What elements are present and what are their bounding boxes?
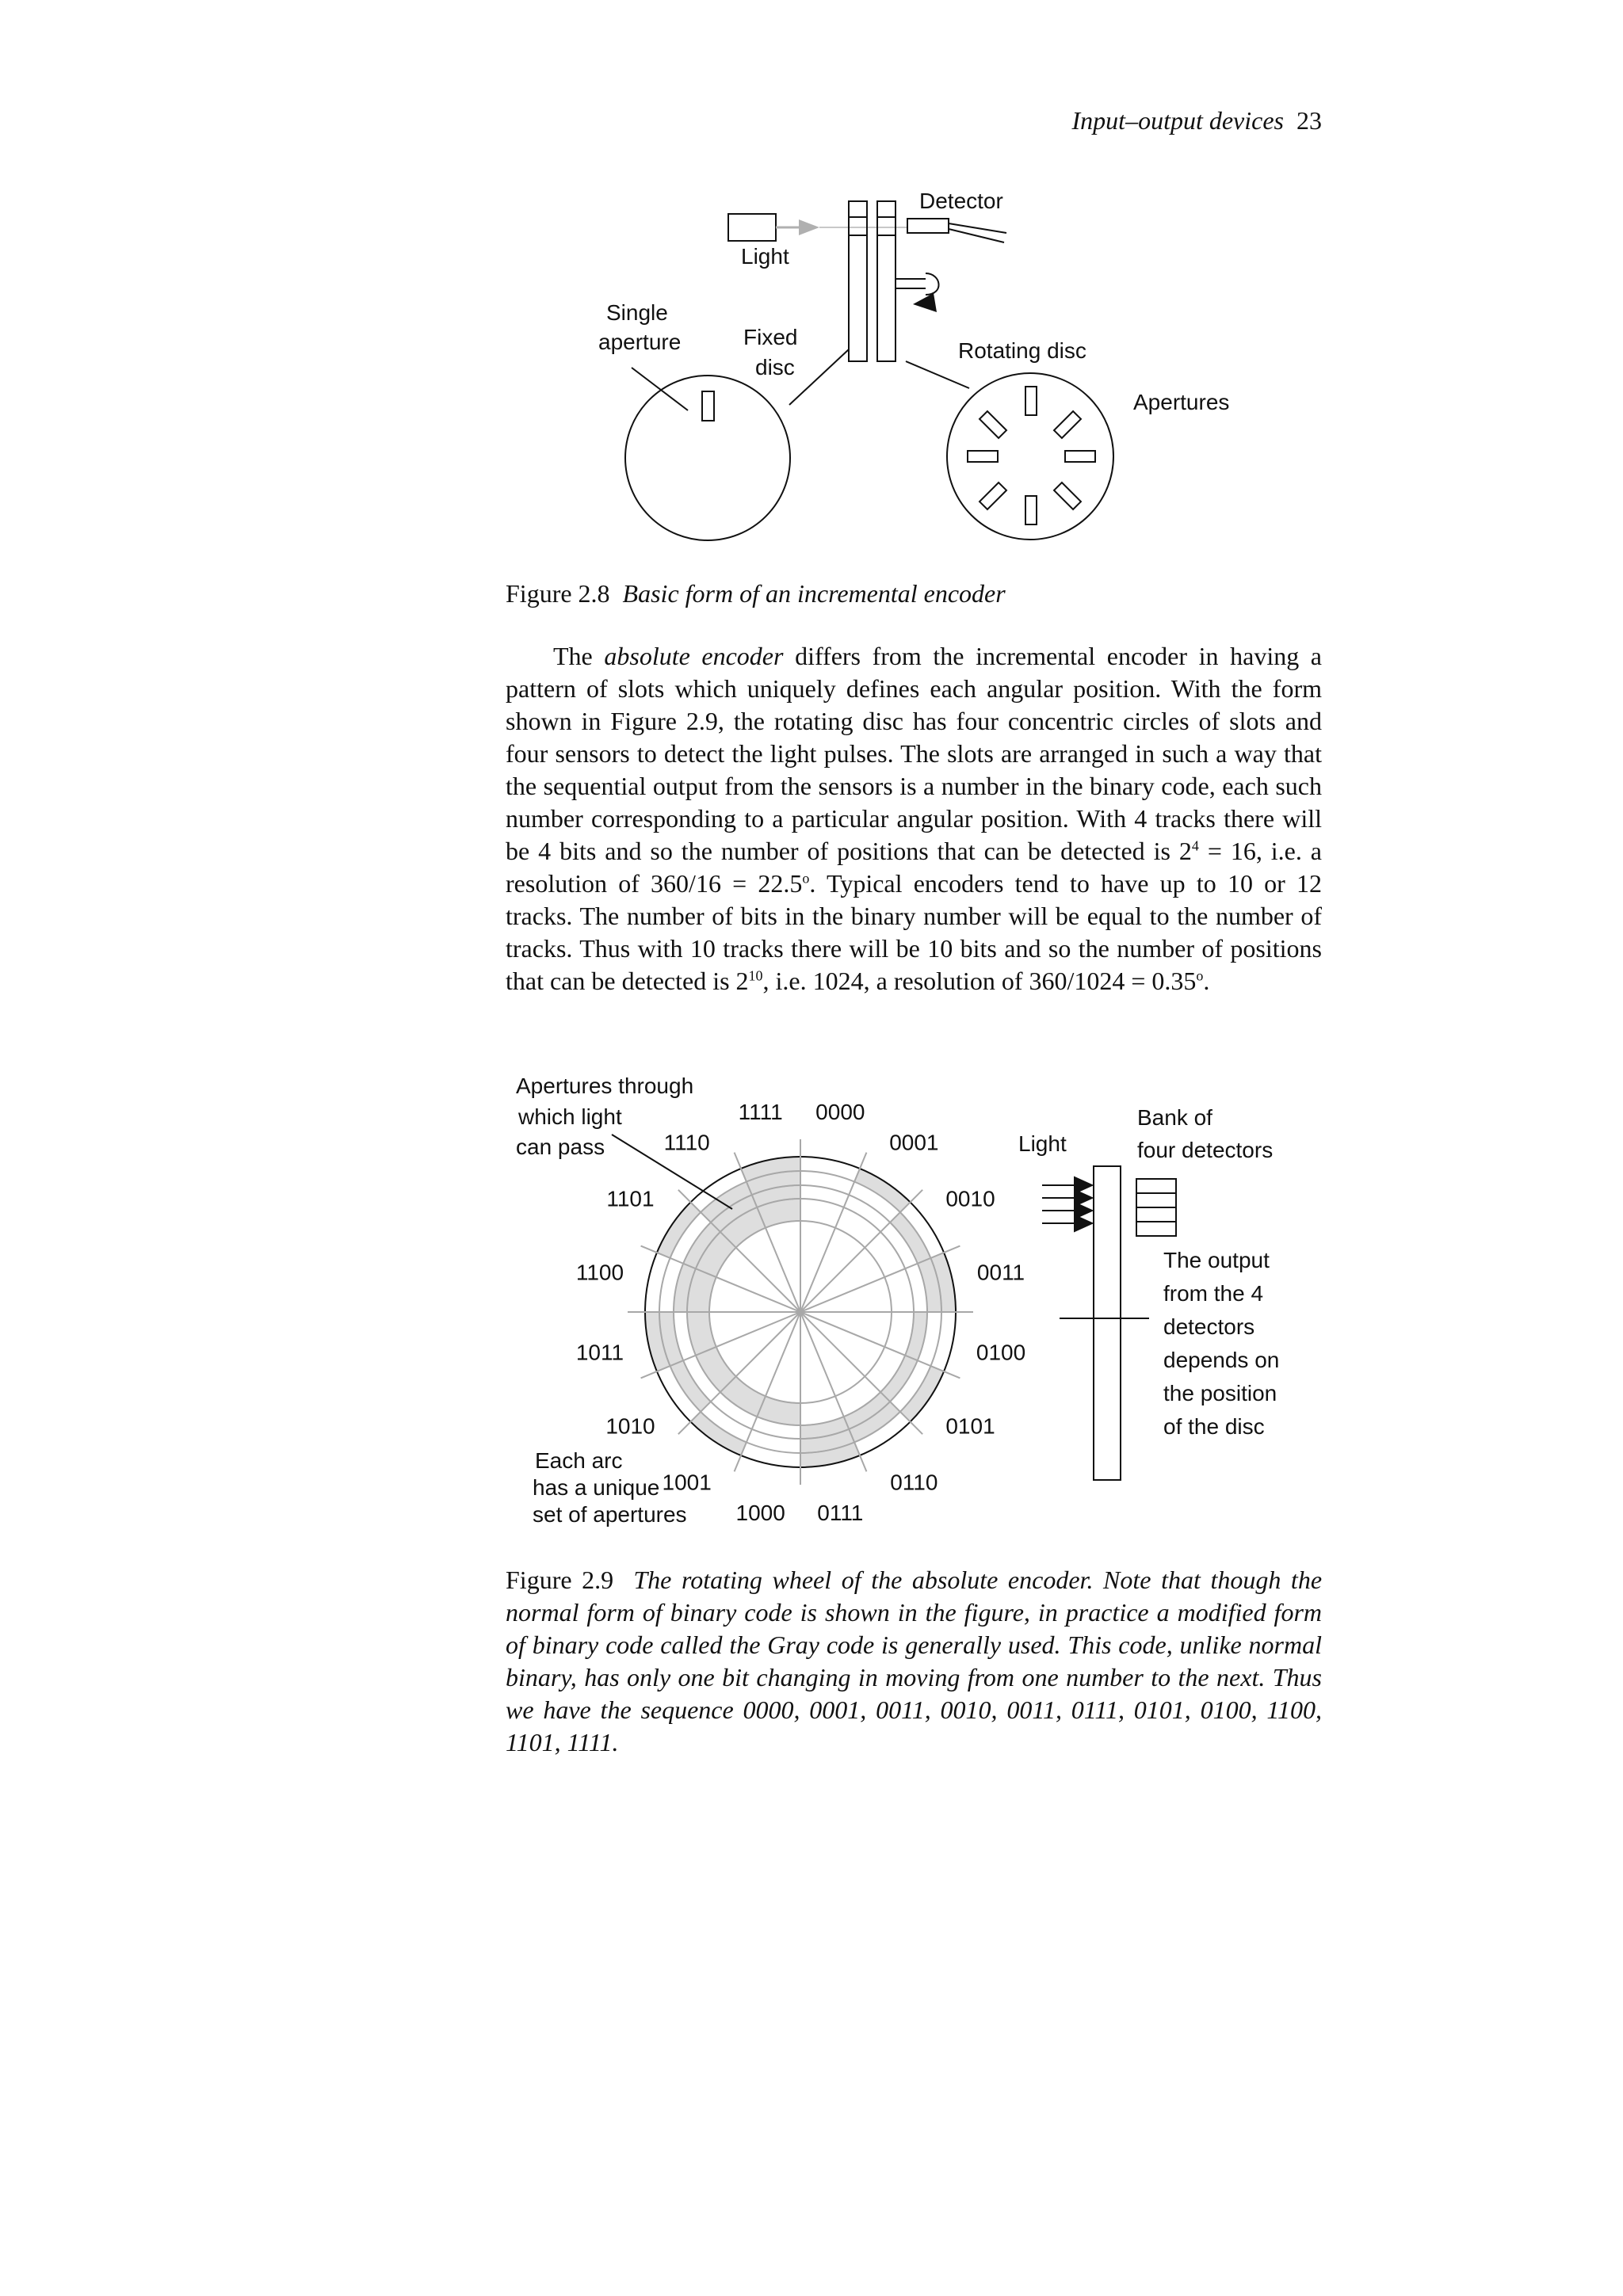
code-label: 1000 xyxy=(735,1501,785,1526)
apertures-through-label-1: Apertures through xyxy=(516,1074,694,1098)
single-aperture-label-2: aperture xyxy=(598,330,682,354)
code-arc-segment xyxy=(905,1312,927,1360)
output-label-3: detectors xyxy=(1163,1314,1255,1339)
disc-edge xyxy=(1094,1166,1121,1480)
encoder-wheel xyxy=(628,1139,973,1485)
detector-cell xyxy=(1136,1193,1176,1207)
bank-label-2: four detectors xyxy=(1137,1138,1274,1162)
output-label-6: of the disc xyxy=(1163,1414,1265,1439)
code-label: 0101 xyxy=(945,1413,995,1439)
code-label: 0000 xyxy=(815,1099,865,1124)
figure-2-8-caption-number: Figure 2.8 xyxy=(506,579,610,608)
para-text: . Typical encoders tend to have up to 10 or 12 tracks. The number of bits in the binary number will be equal to the number of tracks. Thus with 10 tracks there will be 10 bits and so the number of positions that can be detected is 2 xyxy=(506,869,1322,995)
code-label: 1001 xyxy=(662,1470,712,1495)
single-aperture-label-1: Single xyxy=(606,300,668,325)
fixed-disc-label-2: disc xyxy=(755,355,795,379)
code-arc-segment xyxy=(690,1412,746,1455)
para-superscript: 10 xyxy=(748,967,763,984)
figure-2-9-caption xyxy=(506,1564,1322,1759)
para-text: , i.e. 1024, a resolution of 360/1024 = 0.35 xyxy=(762,967,1197,995)
figure-2-9-caption-number: Figure 2.9 xyxy=(506,1566,614,1594)
para-text: differs from the incremental encoder in having a pattern of slots which uniquely defines each angular position. With the form shown in Figure 2.9, the rotating disc has four concentric circles of slots and four sensors to detect the light pulses. The slots are arranged in such a way that the sequential output from the sensors is a number in the binary code, each such number corresponding to a particular angular position. With 4 tracks there will be 4 bits and so the number of positions that can be detected is 2 xyxy=(506,642,1323,865)
light-arrow-icon xyxy=(1075,1215,1092,1231)
light-label: Light xyxy=(1018,1131,1067,1156)
code-arc-segment xyxy=(880,1356,918,1402)
code-label: 1101 xyxy=(606,1186,655,1211)
figure-2-8-caption-text: Basic form of an incremental encoder xyxy=(622,579,1006,608)
code-arc-segment xyxy=(854,1169,910,1212)
code-label: 1011 xyxy=(575,1340,624,1365)
code-label: 1111 xyxy=(738,1099,783,1124)
detector-bank xyxy=(1136,1179,1176,1236)
output-label-2: from the 4 xyxy=(1163,1281,1264,1306)
para-text: = 16, i.e. a resolution of 360/16 = 22.5 xyxy=(506,837,1323,898)
figure-2-9-caption-text: The rotating wheel of the absolute encoder. Note that though the normal form of binary code is shown in the figure, in practice a modified form of binary code called the Gray code is generally used. This code, unlike normal binary, has only one bit changing in moving from one number to the next. Thus we have the sequence 0000, 0001, 0011, 0010, 0011, 0111, 0101, 0100, 1100, 1101, 1111. xyxy=(506,1566,1323,1756)
para-superscript: 4 xyxy=(1191,837,1199,854)
code-label: 1110 xyxy=(663,1130,710,1155)
each-arc-label-2: has a unique xyxy=(533,1475,660,1500)
para-emphasis: absolute encoder xyxy=(604,642,784,670)
detector-cell xyxy=(1136,1222,1176,1236)
output-label-5: the position xyxy=(1163,1381,1277,1405)
para-superscript: o xyxy=(802,870,810,887)
code-label: 1010 xyxy=(605,1413,655,1439)
para-superscript: o xyxy=(1196,967,1204,984)
running-head-title: Input–output devices xyxy=(1071,106,1284,135)
output-label-4: depends on xyxy=(1163,1348,1280,1372)
code-label: 0111 xyxy=(817,1501,864,1526)
detector-cell xyxy=(1136,1179,1176,1193)
code-label: 0001 xyxy=(889,1130,939,1155)
para-text: The xyxy=(553,642,605,670)
detector-label: Detector xyxy=(919,189,1003,213)
para-text: . xyxy=(1203,967,1210,995)
output-label-1: The output xyxy=(1163,1248,1270,1272)
code-label: 1100 xyxy=(575,1260,624,1285)
each-arc-label-3: set of apertures xyxy=(533,1502,687,1527)
detector-cell xyxy=(1136,1207,1176,1222)
code-label: 0110 xyxy=(890,1470,938,1495)
apertures-through-label-3: can pass xyxy=(516,1135,605,1159)
code-label: 0100 xyxy=(976,1340,1026,1365)
light-arrows xyxy=(1042,1177,1092,1231)
code-label: 0010 xyxy=(945,1186,995,1211)
rotating-disc-label: Rotating disc xyxy=(958,338,1086,363)
light-label: Light xyxy=(741,244,789,269)
apertures-through-label-2: which light xyxy=(518,1104,622,1129)
code-label: 0011 xyxy=(976,1260,1025,1285)
page-number: 23 xyxy=(1296,106,1322,135)
sector-divider xyxy=(800,1190,922,1312)
fixed-disc-label-1: Fixed xyxy=(743,325,798,349)
each-arc-label-1: Each arc xyxy=(535,1448,623,1473)
apertures-label: Apertures xyxy=(1133,390,1230,414)
bank-label-1: Bank of xyxy=(1137,1105,1212,1130)
